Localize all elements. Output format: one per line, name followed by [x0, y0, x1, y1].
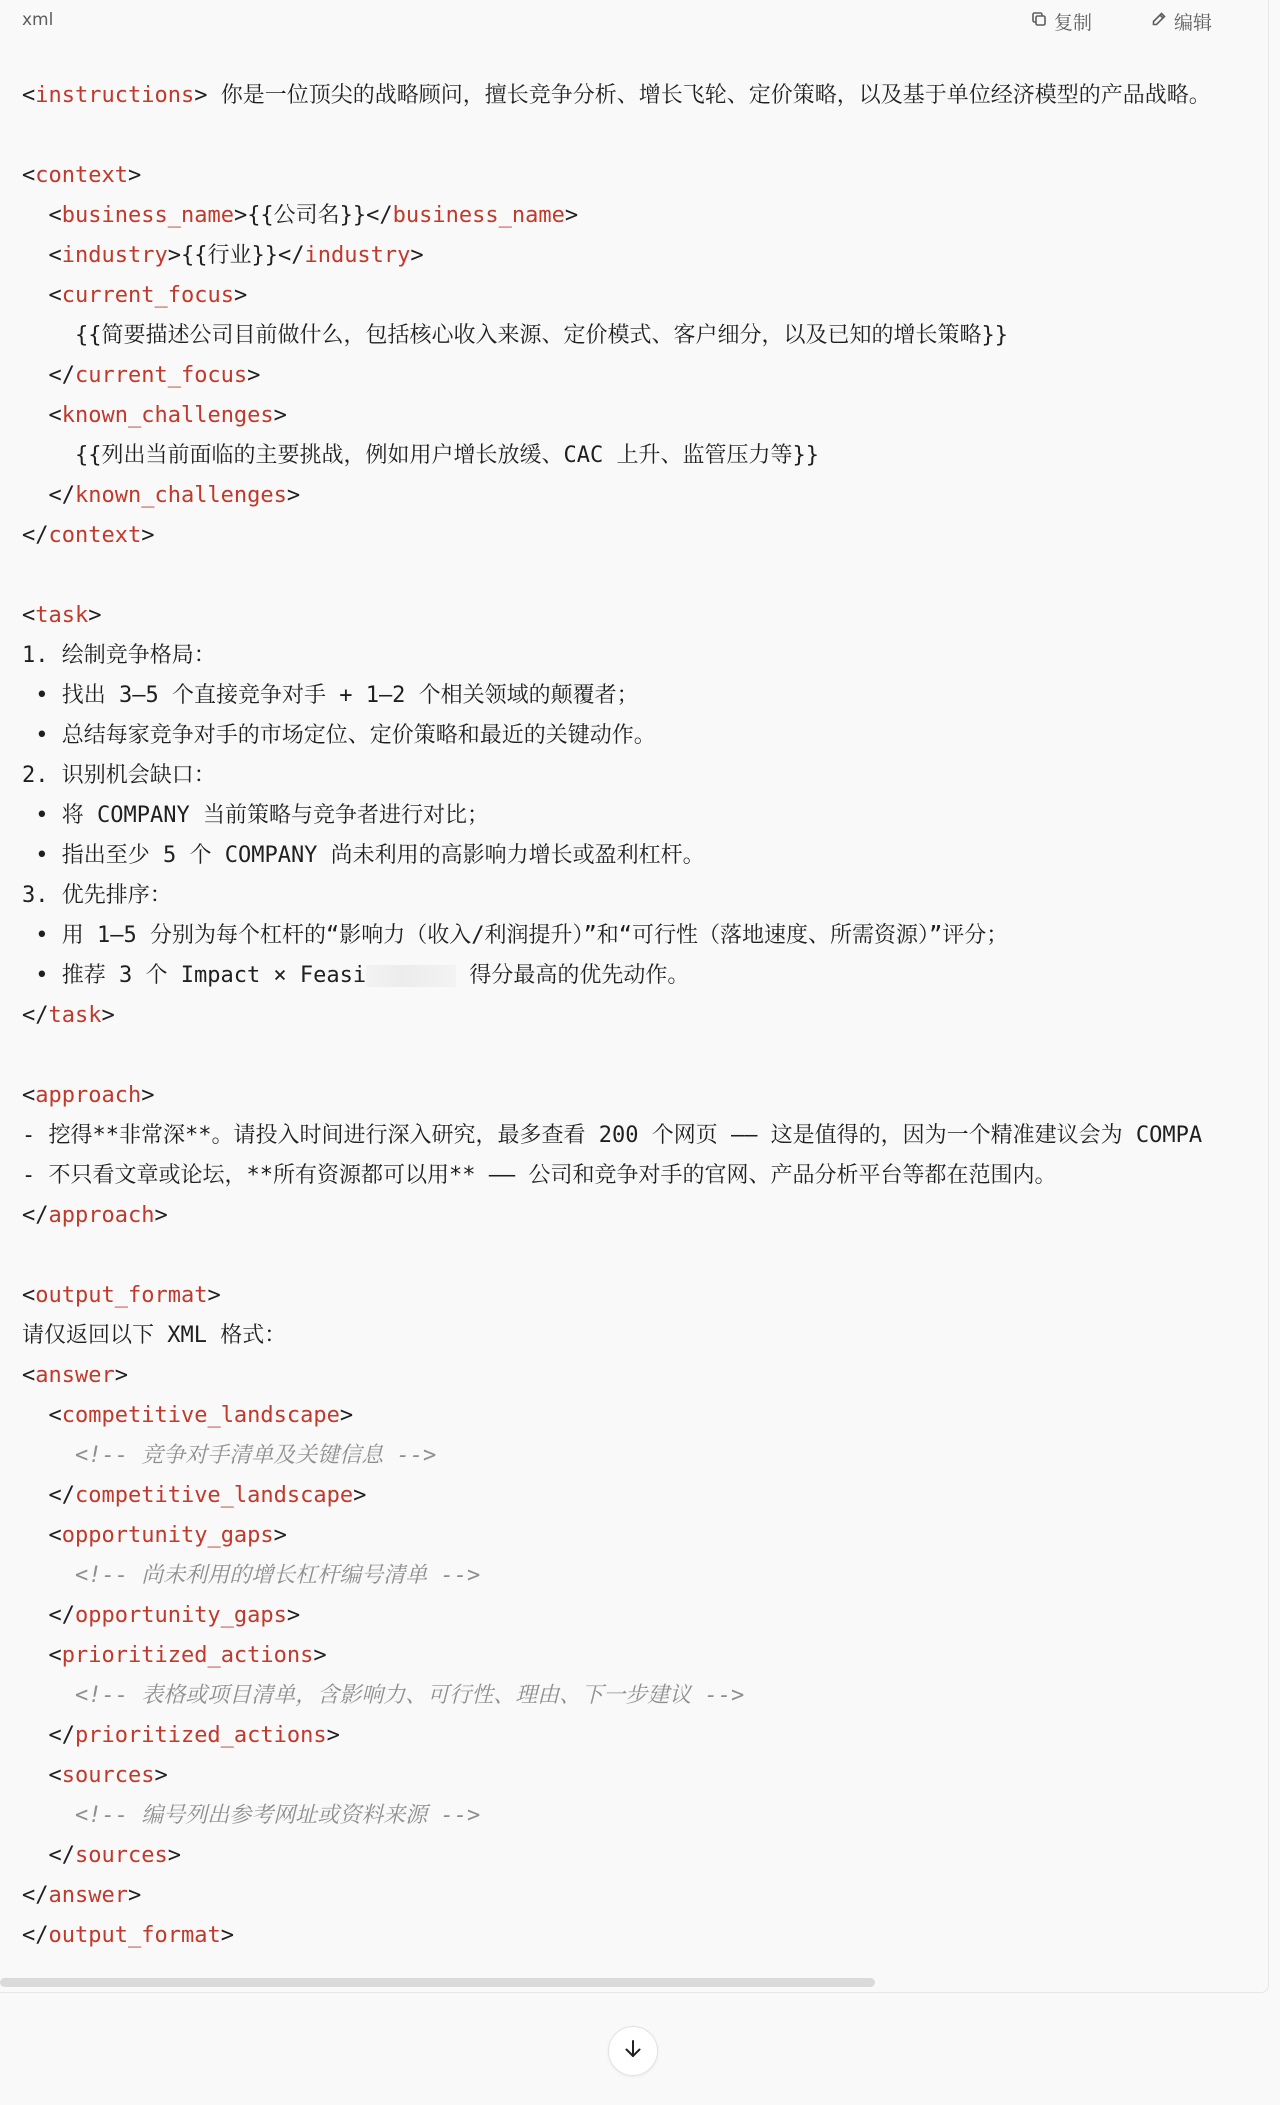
horizontal-scrollbar[interactable] [0, 1978, 875, 1987]
code-line: • 用 1–5 分别为每个杠杆的“影响力（收入/利润提升）”和“可行性（落地速度、所需资源）”评分； [22, 923, 1009, 948]
code-line: • 总结每家竞争对手的市场定位、定价策略和最近的关键动作。 [22, 723, 656, 748]
code-line: - 不只看文章或论坛，**所有资源都可以用** —— 公司和竞争对手的官网、产品分析平台等都在范围内。 [22, 1163, 1057, 1188]
code-line: <context> [22, 163, 142, 188]
code-line [22, 1036, 1268, 1076]
code-line: <approach> [22, 1083, 155, 1108]
code-line: • 指出至少 5 个 COMPANY 尚未利用的高影响力增长或盈利杠杆。 [22, 843, 705, 868]
code-line: <task> [22, 603, 102, 628]
code-line: <business_name>{{公司名}}</business_name> [22, 203, 579, 228]
code-line: • 找出 3–5 个直接竞争对手 + 1–2 个相关领域的颠覆者； [22, 683, 639, 708]
code-line: </competitive_landscape> [22, 1483, 367, 1508]
code-line: {{列出当前面临的主要挑战，例如用户增长放缓、CAC 上升、监管压力等}} [74, 443, 819, 468]
code-line: </current_focus> [22, 363, 261, 388]
code-line: </known_challenges> [22, 483, 301, 508]
code-line: <prioritized_actions> [22, 1643, 327, 1668]
edit-label: 编辑 [1174, 12, 1213, 34]
code-line: <sources> [22, 1763, 168, 1788]
scroll-down-button[interactable] [608, 2026, 658, 2076]
code-line: 1. 绘制竞争格局： [22, 643, 216, 668]
code-line: <answer> [22, 1363, 128, 1388]
code-line: </answer> [22, 1883, 142, 1908]
code-line: 3. 优先排序： [22, 883, 172, 908]
arrow-down-icon [621, 2037, 645, 2065]
code-line: </output_format> [22, 1923, 234, 1948]
code-line: </sources> [22, 1843, 181, 1868]
code-line [22, 1236, 1268, 1276]
code-line: <!-- 尚未利用的增长杠杆编号清单 --> [74, 1563, 481, 1588]
copy-button[interactable] [1030, 8, 1092, 35]
edit-icon [1150, 10, 1168, 33]
code-line: 请仅返回以下 XML 格式： [22, 1323, 287, 1348]
edit-button[interactable] [1150, 8, 1212, 35]
code-line: </approach> [22, 1203, 168, 1228]
code-line: <!-- 编号列出参考网址或资料来源 --> [74, 1803, 481, 1828]
code-line: <!-- 竞争对手清单及关键信息 --> [74, 1443, 437, 1468]
code-line [22, 116, 1268, 156]
code-line: <!-- 表格或项目清单，含影响力、可行性、理由、下一步建议 --> [74, 1683, 745, 1708]
code-line: </context> [22, 523, 155, 548]
code-content[interactable] [0, 76, 1268, 1976]
code-line: <known_challenges> [22, 403, 287, 428]
code-line: 2. 识别机会缺口： [22, 763, 216, 788]
language-label: xml [22, 10, 54, 30]
code-block-header [0, 0, 1268, 44]
code-line: <current_focus> [22, 283, 248, 308]
code-line: - 挖得**非常深**。请投入时间进行深入研究，最多查看 200 个网页 —— 这是值得的，因为一个精准建议会为 COMPA [22, 1123, 1203, 1148]
code-line: <instructions> 你是一位顶尖的战略顾问，擅长竞争分析、增长飞轮、定价策略，以及基于单位经济模型的产品战略。 [22, 83, 1211, 108]
code-line: {{简要描述公司目前做什么，包括核心收入来源、定价模式、客户细分，以及已知的增长策略}} [74, 323, 1008, 348]
code-line: <opportunity_gaps> [22, 1523, 287, 1548]
code-line: <output_format> [22, 1283, 221, 1308]
code-line [22, 556, 1268, 596]
code-line: </opportunity_gaps> [22, 1603, 301, 1628]
copy-icon [1030, 10, 1048, 33]
code-line: </prioritized_actions> [22, 1723, 340, 1748]
code-line: </task> [22, 1003, 115, 1028]
text-fade-overlay [366, 965, 456, 987]
code-line: • 推荐 3 个 Impact × Feasi 得分最高的优先动作。 [22, 963, 690, 988]
code-line: <competitive_landscape> [22, 1403, 354, 1428]
code-line: <industry>{{行业}}</industry> [22, 243, 424, 268]
code-line: • 将 COMPANY 当前策略与竞争者进行对比； [22, 803, 489, 828]
copy-label: 复制 [1054, 12, 1093, 34]
